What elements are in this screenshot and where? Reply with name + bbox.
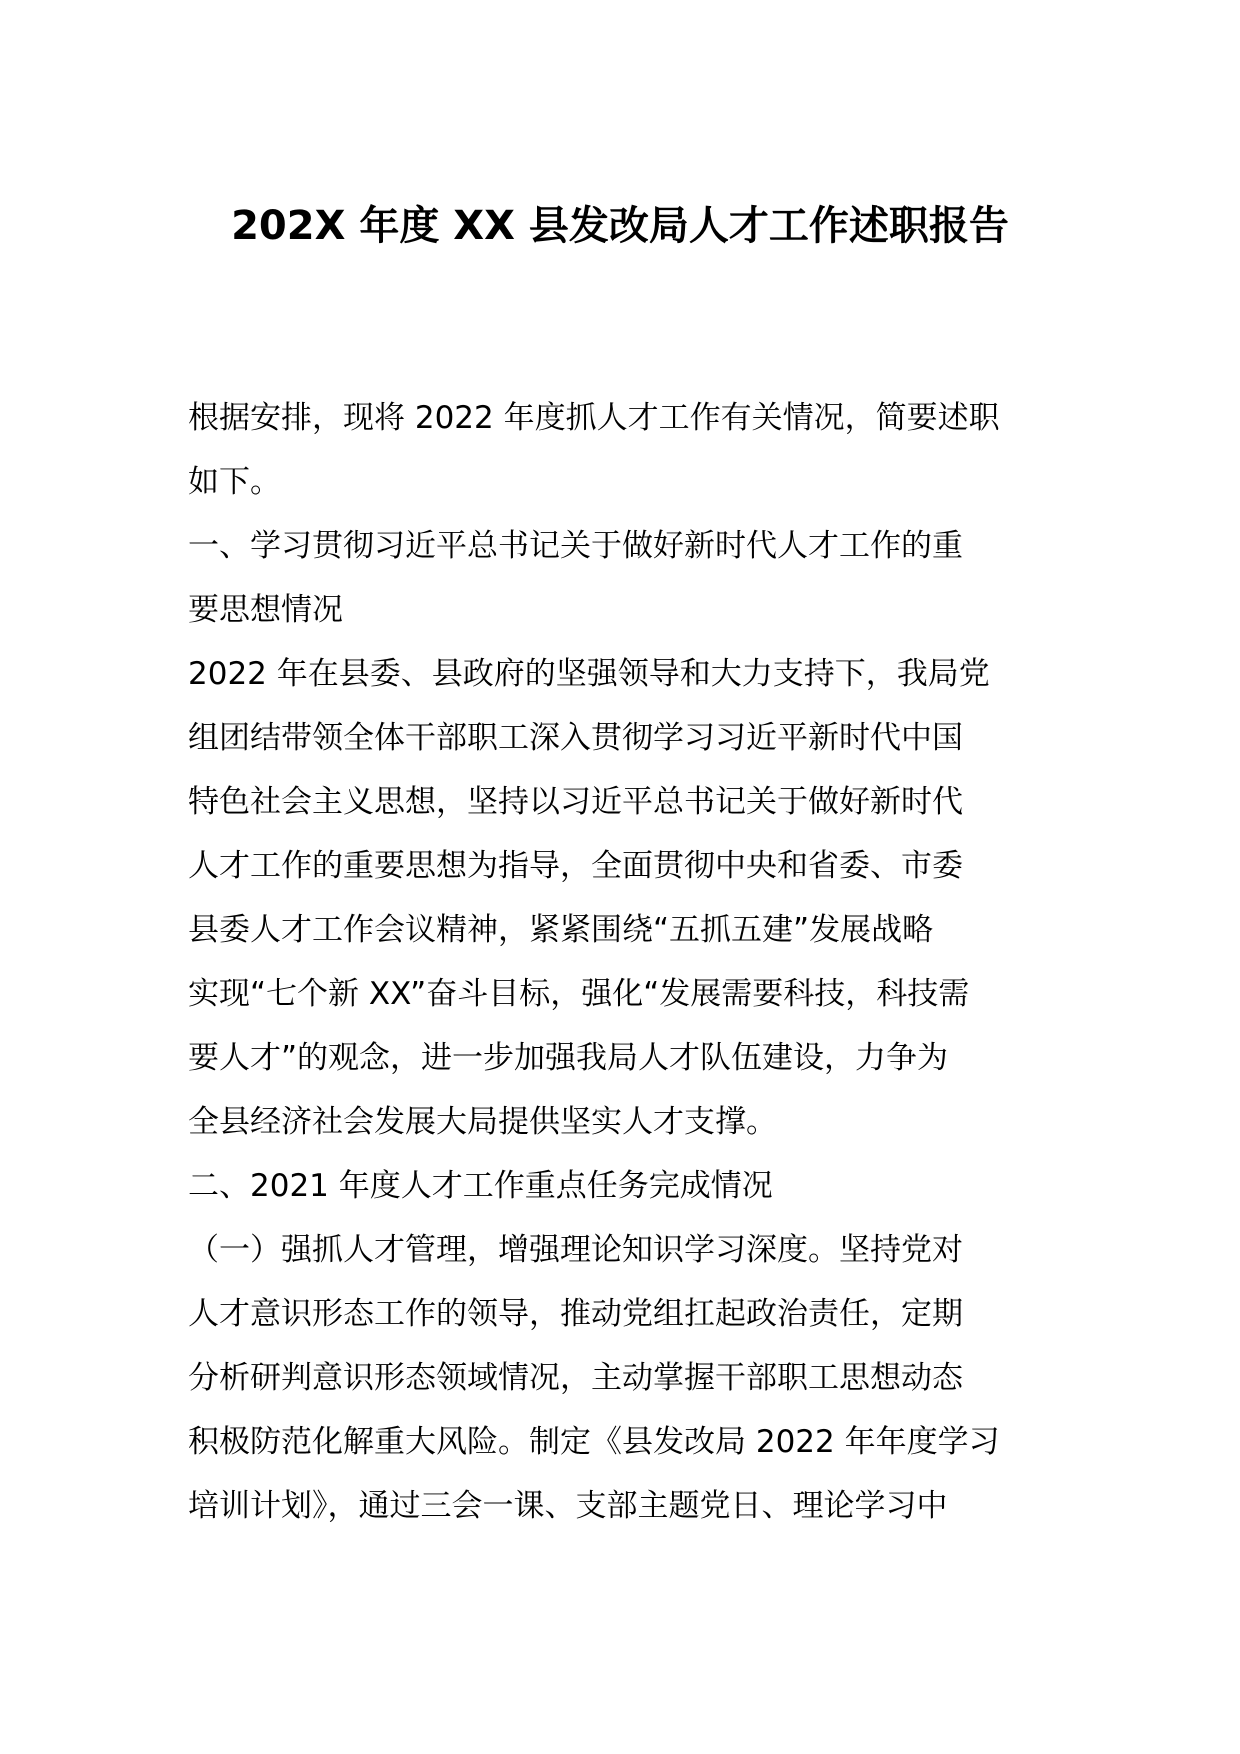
- body-line: 人才工作的重要思想为指导，全面贯彻中央和省委、市委: [188, 848, 963, 884]
- body-line: 县委人才工作会议精神，紧紧围绕“五抓五建”发展战略: [188, 912, 934, 948]
- body-line: 特色社会主义思想，坚持以习近平总书记关于做好新时代: [188, 784, 963, 820]
- body-line: （一）强抓人才管理，增强理论知识学习深度。坚持党对: [188, 1232, 963, 1268]
- body-line: 培训计划》，通过三会一课、支部主题党日、理论学习中: [188, 1488, 948, 1524]
- body-line: 要人才”的观念，进一步加强我局人才队伍建设，力争为: [188, 1040, 949, 1076]
- section-heading: 二、2021 年度人才工作重点任务完成情况: [188, 1168, 773, 1204]
- body-line: 2022 年在县委、县政府的坚强领导和大力支持下，我局党: [188, 656, 990, 692]
- section-heading: 要思想情况: [188, 592, 343, 628]
- body-line: 根据安排，现将 2022 年度抓人才工作有关情况，简要述职: [188, 400, 1000, 436]
- document-body: [188, 386, 1058, 1538]
- body-line: 全县经济社会发展大局提供坚实人才支撑。: [188, 1104, 777, 1140]
- section-heading: 一、学习贯彻习近平总书记关于做好新时代人才工作的重: [188, 528, 963, 564]
- body-line: 人才意识形态工作的领导，推动党组扛起政治责任，定期: [188, 1296, 963, 1332]
- body-line: 实现“七个新 XX”奋斗目标，强化“发展需要科技，科技需: [188, 976, 970, 1012]
- document-title: 202X 年度 XX 县发改局人才工作述职报告: [231, 203, 1009, 249]
- body-line: 分析研判意识形态领域情况，主动掌握干部职工思想动态: [188, 1360, 963, 1396]
- body-line: 如下。: [188, 464, 281, 500]
- body-line: 组团结带领全体干部职工深入贯彻学习习近平新时代中国: [188, 720, 963, 756]
- body-line: 积极防范化解重大风险。制定《县发改局 2022 年年度学习: [188, 1424, 1000, 1460]
